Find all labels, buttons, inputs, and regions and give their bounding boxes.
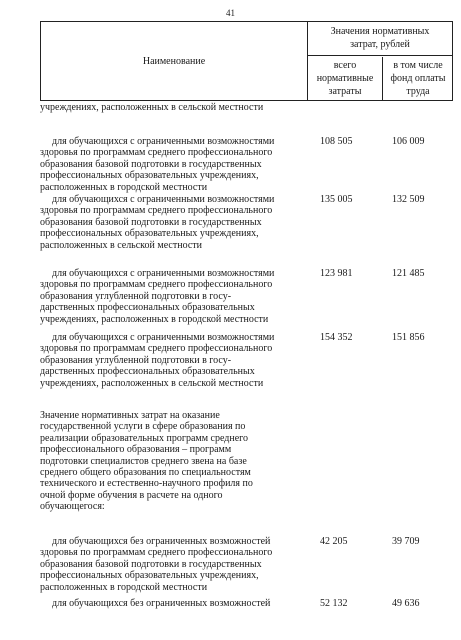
values-title-line: Значения нормативных: [330, 26, 430, 37]
row-text-line: здоровья по программам среднего профессионального: [40, 147, 273, 159]
total-costs-value: 154 352: [320, 332, 353, 343]
page-number: 41: [226, 8, 235, 18]
table-header: [40, 21, 453, 101]
row-text-line: дарственных профессиональных образовательных: [40, 302, 255, 314]
name-column-header: Наименование: [41, 22, 308, 100]
row-text-line: здоровья по программам среднего профессионального: [40, 279, 273, 291]
wage-fund-header-line: в том числе: [393, 60, 443, 71]
table-row-text: [40, 598, 302, 609]
row-text-line: образования базовой подготовки в государственных: [40, 158, 262, 170]
row-text-line: здоровья по программам среднего профессионального: [40, 343, 273, 355]
row-text-line: учреждениях, расположенных в сельской местности: [40, 377, 264, 389]
total-costs-value: 135 005: [320, 194, 353, 205]
total-costs-value: 108 505: [320, 136, 353, 147]
row-text-line: государственной услуги в сфере образования по: [40, 421, 246, 433]
total-costs-value: 52 132: [320, 598, 348, 609]
row-text-line: профессионального образования – программ: [40, 444, 232, 456]
wage-fund-value: 39 709: [392, 536, 420, 547]
row-text-line: Значение нормативных затрат на оказание: [40, 410, 220, 421]
row-text-line: среднего общего образования по специальностям: [40, 467, 251, 479]
values-title: [308, 22, 452, 56]
total-costs-value: 123 981: [320, 268, 353, 279]
row-text-line: здоровья по программам среднего профессионального: [40, 205, 273, 217]
table-row-text: [40, 136, 302, 193]
table-row-text: [40, 102, 302, 113]
row-text-line: профессиональных образовательных учреждениях,: [40, 570, 259, 582]
row-text-line: расположенных в сельской местности: [40, 239, 202, 251]
wage-fund-header-line: труда: [406, 86, 430, 97]
table-row-text: [40, 268, 302, 325]
wage-fund-value: 106 009: [392, 136, 425, 147]
wage-fund-header-line: фонд оплаты: [390, 73, 446, 84]
total-costs-value: 42 205: [320, 536, 348, 547]
values-title-line: затрат, рублей: [350, 39, 410, 50]
table-row-text: [40, 332, 302, 389]
row-text-line: для обучающихся с ограниченными возможностями: [52, 268, 275, 279]
total-costs-header: [308, 57, 383, 100]
row-text-line: обучающегося:: [40, 501, 105, 513]
section-heading-text: [40, 410, 302, 513]
row-text-line: реализации образовательных программ среднего: [40, 432, 249, 444]
row-text-line: для обучающихся без ограниченных возможностей: [52, 598, 271, 609]
row-text-line: дарственных профессиональных образовательных: [40, 366, 255, 378]
row-text-line: для обучающихся без ограниченных возможностей: [52, 536, 271, 547]
row-text-line: образования углубленной подготовки в госу-: [40, 354, 232, 366]
values-column-header: [308, 22, 452, 100]
total-costs-header-line: всего: [333, 60, 357, 71]
row-text-line: образования базовой подготовки в государственных: [40, 558, 262, 570]
total-costs-header-line: нормативные: [316, 73, 374, 84]
row-text-line: подготовки специалистов среднего звена на базе: [40, 455, 247, 467]
wage-fund-value: 151 856: [392, 332, 425, 343]
table-row-text: [40, 536, 302, 593]
row-text-line: учреждениях, расположенных в сельской местности: [40, 102, 264, 113]
wage-fund-value: 132 509: [392, 194, 425, 205]
row-text-line: учреждениях, расположенных в городской местности: [40, 313, 269, 325]
row-text-line: технического и естественно-научного профиля по: [40, 478, 253, 490]
row-text-line: очной форме обучения в расчете на одного: [40, 489, 223, 501]
table-row-text: [40, 194, 302, 251]
wage-fund-header: [384, 57, 452, 100]
row-text-line: здоровья по программам среднего профессионального: [40, 547, 273, 559]
row-text-line: для обучающихся с ограниченными возможностями: [52, 332, 275, 343]
row-text-line: расположенных в городской местности: [40, 581, 208, 593]
wage-fund-value: 121 485: [392, 268, 425, 279]
row-text-line: для обучающихся с ограниченными возможностями: [52, 194, 275, 205]
total-costs-header-line: затраты: [328, 86, 362, 97]
wage-fund-value: 49 636: [392, 598, 420, 609]
row-text-line: образования базовой подготовки в государственных: [40, 216, 262, 228]
row-text-line: профессиональных образовательных учреждениях,: [40, 228, 259, 240]
row-text-line: для обучающихся с ограниченными возможностями: [52, 136, 275, 147]
row-text-line: расположенных в городской местности: [40, 181, 208, 193]
row-text-line: профессиональных образовательных учреждениях,: [40, 170, 259, 182]
row-text-line: образования углубленной подготовки в госу-: [40, 290, 232, 302]
